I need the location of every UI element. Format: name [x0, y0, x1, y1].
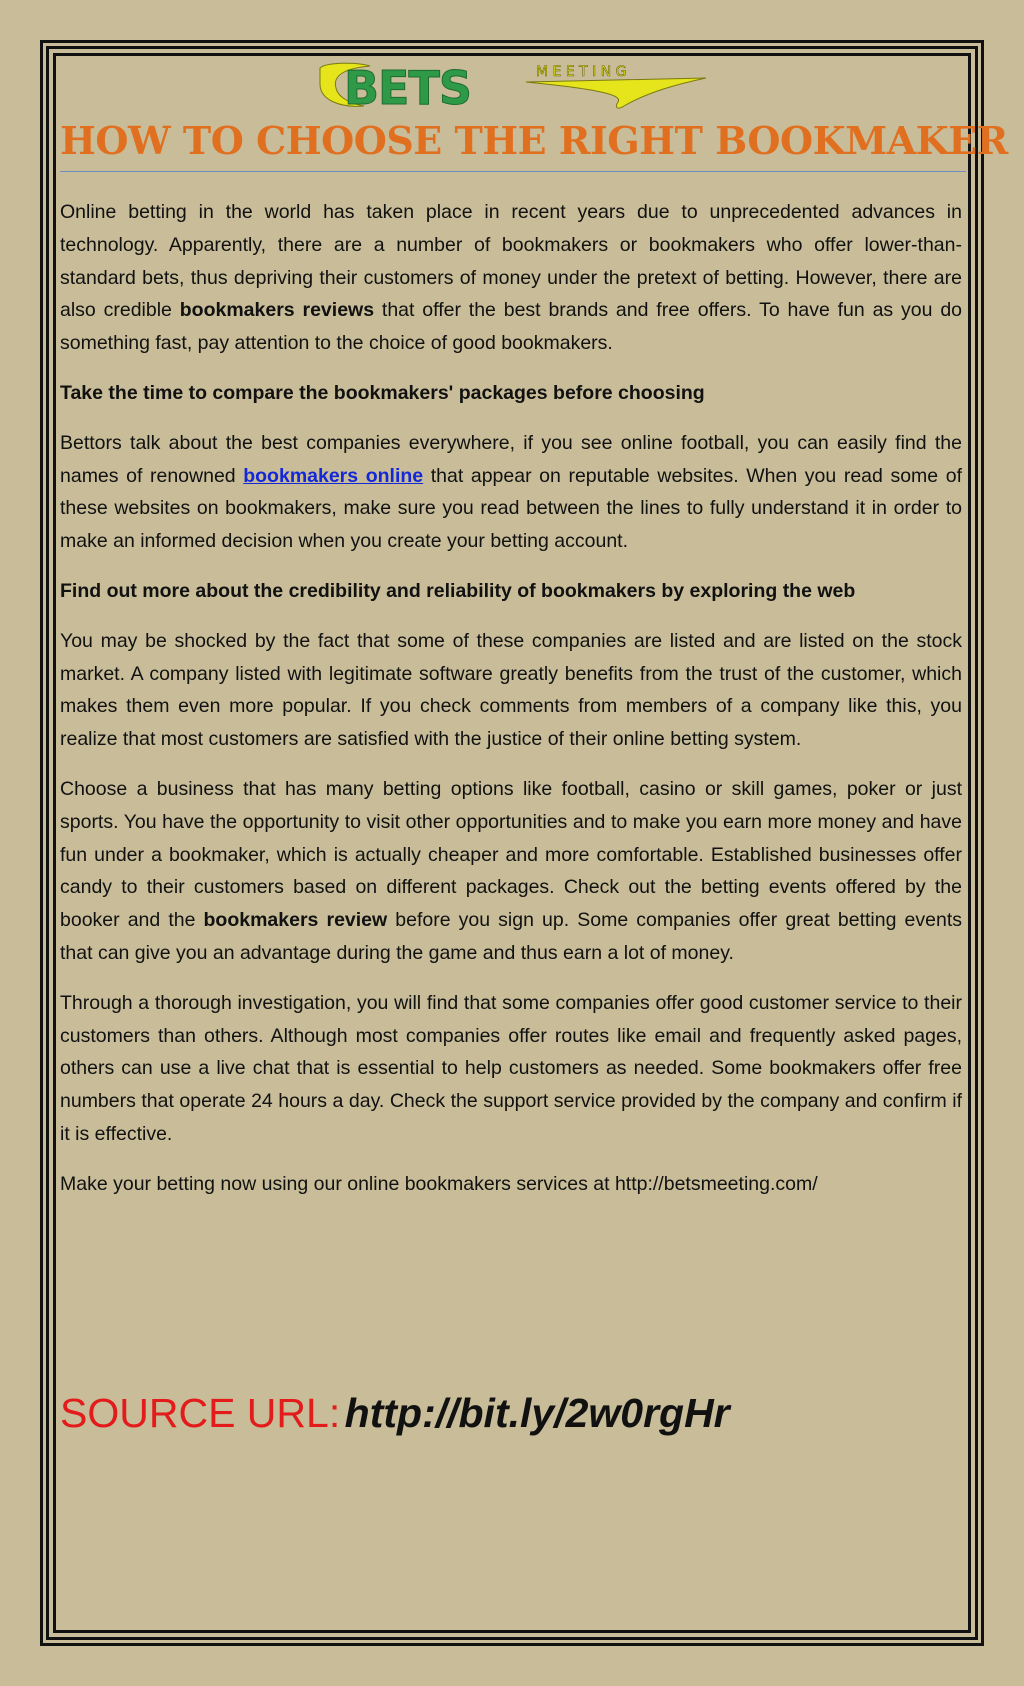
- source-url-link[interactable]: http://bit.ly/2w0rgHr: [344, 1390, 730, 1436]
- paragraph-bettors: Bettors talk about the best companies everywhere, if you see online football, you can easily find the names of renowned bookmakers online that appear on reputable websites. When you read some of these websites on bookmakers, make sure you read between the lines to fully understand it in order to make an informed decision when you create your betting account.: [60, 431, 962, 553]
- title-underline: [60, 171, 966, 172]
- source-url-label: SOURCE URL:: [60, 1390, 341, 1436]
- paragraph-call-to-action: Make your betting now using our online bookmakers services at http://betsmeeting.com/: [60, 1172, 818, 1195]
- page-title: HOW TO CHOOSE THE RIGHT BOOKMAKER: [60, 118, 1008, 163]
- source-url-line: [60, 1385, 730, 1451]
- bookmakers-review-bold: bookmakers review: [203, 909, 388, 932]
- subheading-credibility: Find out more about the credibility and reliability of bookmakers by exploring the web: [60, 579, 856, 602]
- bets-meeting-logo: [318, 60, 708, 114]
- paragraph-choose-business: Choose a business that has many betting options like football, casino or skill games, poker or just sports. You have the opportunity to visit other opportunities and to make you earn more money and have fun under a bookmaker, which is actually cheaper and more comfortable. Established businesses offer candy to their customers based on different packages. Check out the betting events offered by the booker and the bookmakers review before you sign up. Some companies offer great betting events that can give you an advantage during the game and thus earn a lot of money.: [60, 777, 962, 964]
- logo-tagline: M E E T I N G: [536, 64, 627, 80]
- bookmakers-reviews-bold: bookmakers reviews: [179, 299, 375, 322]
- article-body: [60, 196, 962, 1218]
- logo-swoosh-right: [526, 78, 706, 108]
- subheading-compare-packages: Take the time to compare the bookmakers' packages before choosing: [60, 381, 705, 404]
- paragraph-customer-service: Through a thorough investigation, you will find that some companies offer good customer service to their customers than others. Although most companies offer routes like email and frequently asked pages, others can use a live chat that is essential to help customers as needed. Some bookmakers offer free numbers that operate 24 hours a day. Check the support service provided by the company and confirm if it is effective.: [60, 991, 962, 1145]
- paragraph-stock-market: You may be shocked by the fact that some of these companies are listed and are listed on the stock market. A company listed with legitimate software greatly benefits from the trust of the customer, which makes them even more popular. If you check comments from members of a company like this, you realize that most customers are satisfied with the justice of their online betting system.: [60, 629, 962, 751]
- logo-word: BETS: [344, 61, 471, 114]
- bookmakers-online-link[interactable]: bookmakers online: [243, 464, 424, 487]
- paragraph-intro: Online betting in the world has taken place in recent years due to unprecedented advances in technology. Apparently, there are a number of bookmakers or bookmakers who offer lower-than-standard bets, thus depriving their customers of money under the pretext of betting. However, there are also credible bookmakers reviews that offer the best brands and free offers. To have fun as you do something fast, pay attention to the choice of good bookmakers.: [60, 201, 963, 355]
